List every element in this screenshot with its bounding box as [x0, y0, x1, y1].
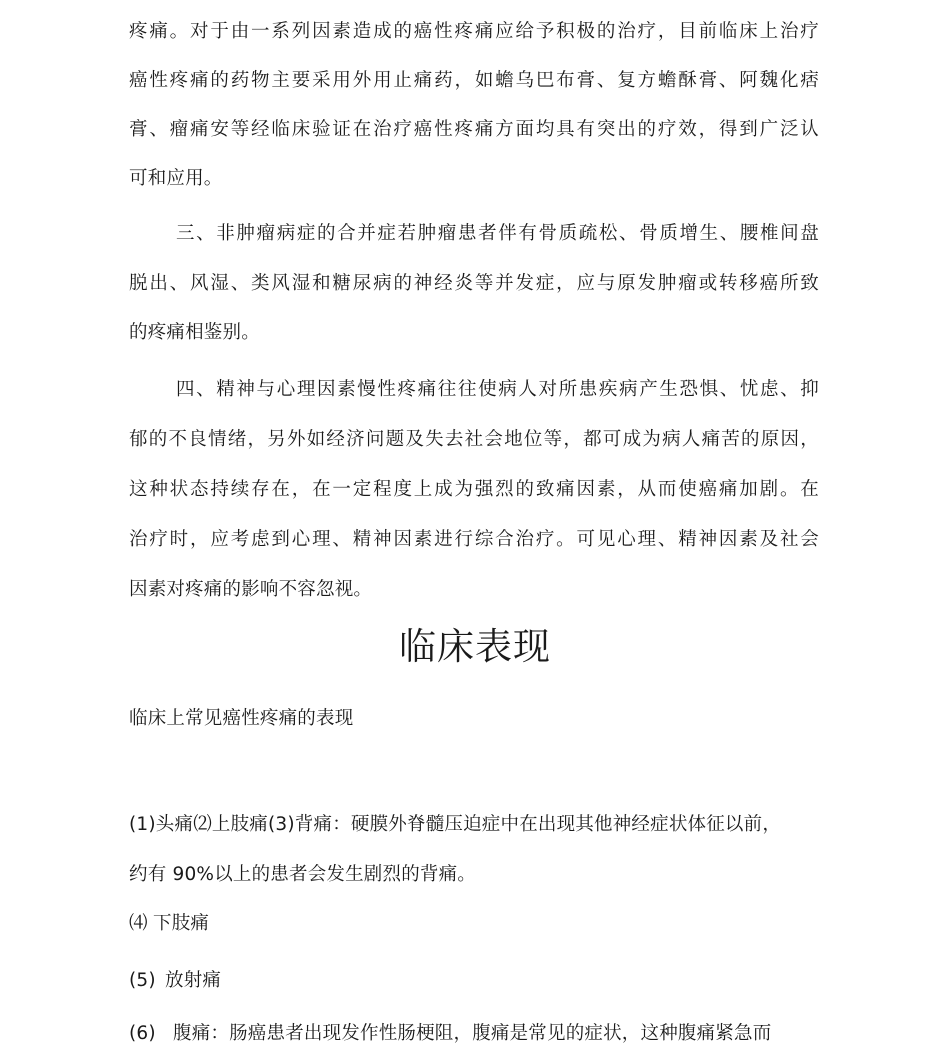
paragraph-3-line-1: 四、精神与心理因素慢性疼痛往往使病人对所患疾病产生恐惧、忧虑、抑 — [176, 379, 819, 400]
paragraph-1-line-4: 可和应用。 — [129, 168, 223, 189]
list-item-6-text: 腹痛：肠癌患者出现发作性肠梗阻，腹痛是常见的症状，这种腹痛紧急而 — [173, 1023, 772, 1044]
list-item-6-number: (6) — [129, 1023, 156, 1044]
section-heading: 临床表现 — [399, 625, 551, 668]
paragraph-2-line-3: 的疼痛相鉴别。 — [129, 322, 260, 343]
list-item-4-number: ⑷ — [129, 913, 148, 934]
paragraph-1-line-1: 疼痛。对于由一系列因素造成的癌性疼痛应给予积极的治疗，目前临床上治疗 — [129, 21, 819, 42]
list-item-5-text: 放射痛 — [165, 970, 222, 991]
paragraph-3-line-2: 郁的不良情绪，另外如经济问题及失去社会地位等，都可成为病人痛苦的原因， — [129, 429, 819, 450]
list-item-6 — [129, 1022, 771, 1046]
paragraph-1-line-2: 癌性疼痛的药物主要采用外用止痛药，如蟾乌巴布膏、复方蟾酥膏、阿魏化痞 — [129, 70, 819, 91]
paragraph-2-line-2: 脱出、风湿、类风湿和糖尿病的神经炎等并发症，应与原发肿瘤或转移癌所致 — [129, 273, 819, 294]
paragraph-2-line-1: 三、非肿瘤病症的合并症若肿瘤患者伴有骨质疏松、骨质增生、腰椎间盘 — [176, 223, 819, 244]
list-item-4 — [129, 912, 209, 936]
list-item-5 — [129, 969, 221, 993]
paragraph-1-line-3: 膏、瘤痛安等经临床验证在治疗癌性疼痛方面均具有突出的疗效，得到广泛认 — [129, 119, 819, 140]
section-intro: 临床上常见癌性疼痛的表现 — [129, 708, 354, 729]
list-item-5-number: (5) — [129, 970, 156, 991]
paragraph-3-line-4: 治疗时，应考虑到心理、精神因素进行综合治疗。可见心理、精神因素及社会 — [129, 529, 819, 550]
paragraph-3-line-3: 这种状态持续存在，在一定程度上成为强烈的致痛因素，从而使癌痛加剧。在 — [129, 479, 819, 500]
list-item-4-text: 下肢痛 — [153, 913, 210, 934]
paragraph-3-line-5: 因素对疼痛的影响不容忽视。 — [129, 579, 373, 600]
list-item-1-line-2: 约有 90%以上的患者会发生剧烈的背痛。 — [129, 864, 477, 885]
list-item-1-line-1: (1)头痛⑵上肢痛(3)背痛：硬膜外脊髓压迫症中在出现其他神经症状体征以前， — [129, 814, 782, 835]
